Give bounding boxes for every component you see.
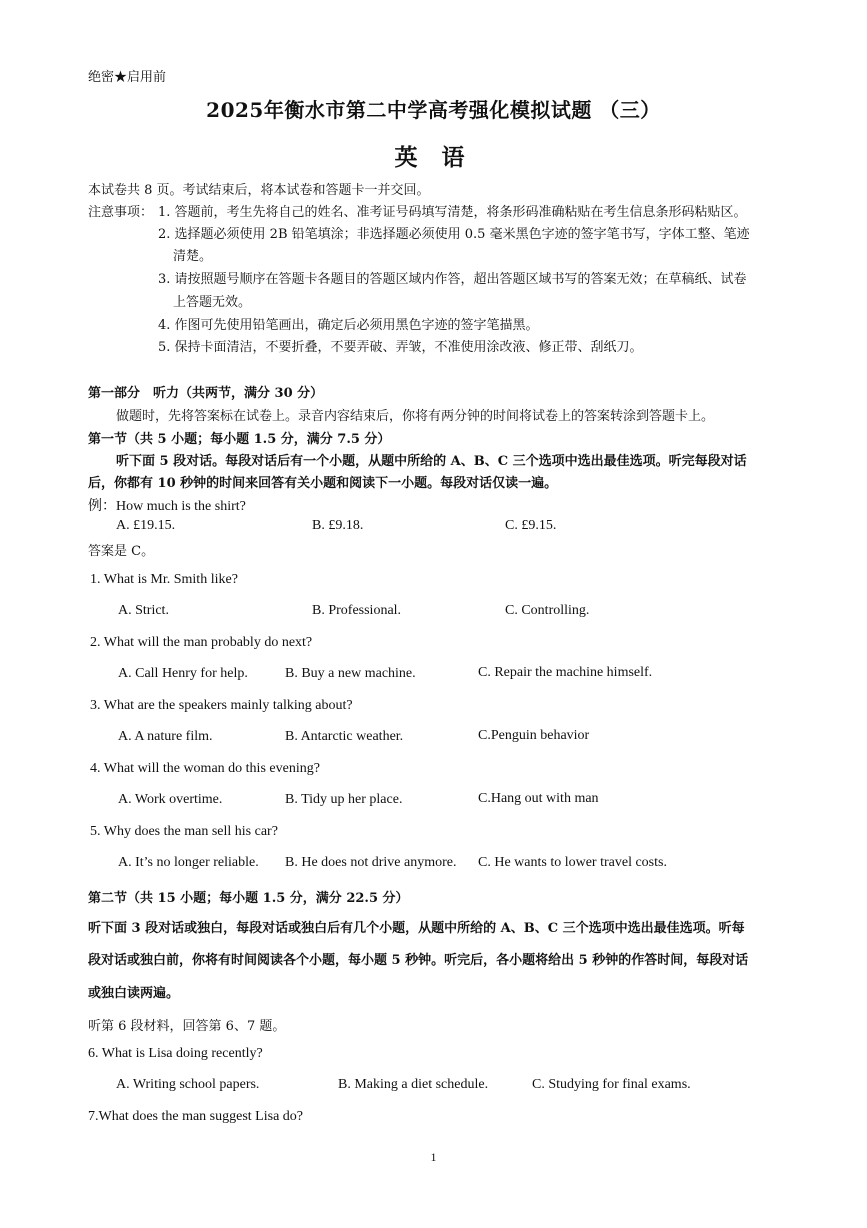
section1-instruction-2: 后，你都有 10 秒钟的时间来回答有关小题和阅读下一小题。每段对话仅读一遍。 (88, 476, 558, 491)
section1-heading: 第一节（共 5 小题；每小题 1.5 分，满分 7.5 分） (88, 432, 391, 447)
q6-option-b: B. Making a diet schedule. (338, 1077, 489, 1092)
q4-option-b: B. Tidy up her place. (285, 792, 403, 807)
note-3: 3. 请按照题号顺序在答题卡各题目的答题区域内作答，超出答题区域书写的答案无效；在草稿纸、试卷 (158, 272, 747, 287)
note-1: 1. 答题前，考生先将自己的姓名、准考证号码填写清楚，将条形码准确粘贴在考生信息条形码粘贴区。 (158, 205, 747, 220)
q5-option-c: C. He wants to lower travel costs. (478, 855, 667, 870)
q2-option-a: A. Call Henry for help. (118, 666, 248, 681)
example-option-b: B. £9.18. (312, 518, 364, 533)
part1-instruction: 做题时，先将答案标在试卷上。录音内容结束后，你将有两分钟的时间将试卷上的答案转涂到答题卡上。 (116, 409, 715, 424)
section2-instruction-1: 听下面 3 段对话或独白，每段对话或独白后有几个小题，从题中所给的 A、B、C 三个选项中选出最佳选项。听每 (88, 921, 745, 936)
q2-option-b: B. Buy a new machine. (285, 666, 416, 681)
notes-label: 注意事项： (88, 205, 154, 220)
q3-option-b: B. Antarctic weather. (285, 729, 404, 744)
section2-heading: 第二节（共 15 小题；每小题 1.5 分，满分 22.5 分） (88, 891, 409, 906)
question-7: 7.What does the man suggest Lisa do? (88, 1109, 304, 1124)
note-4: 4. 作图可先使用铅笔画出，确定后必须用黑色字迹的签字笔描黑。 (158, 318, 539, 333)
q3-option-c: C.Penguin behavior (478, 728, 590, 743)
q5-option-a: A. It’s no longer reliable. (118, 855, 259, 870)
example-question: 例：How much is the shirt? (88, 499, 246, 514)
example-option-a: A. £19.15. (116, 518, 176, 533)
question-2: 2. What will the man probably do next? (90, 635, 313, 650)
example-answer: 答案是 C。 (88, 544, 155, 559)
section1-instruction-1: 听下面 5 段对话。每段对话后有一个小题，从题中所给的 A、B、C 三个选项中选出最佳选项。听完每段对话 (116, 454, 747, 469)
note-5: 5. 保持卡面清洁，不要折叠，不要弄破、弄皱，不准使用涂改液、修正带、刮纸刀。 (158, 340, 643, 355)
section2-instruction-2: 段对话或独白前，你将有时间阅读各个小题，每小题 5 秒钟。听完后，各小题将给出 5 秒钟的作答时间，每段对话 (88, 953, 749, 968)
example-option-c: C. £9.15. (505, 518, 557, 533)
question-4: 4. What will the woman do this evening? (90, 761, 320, 776)
page-number: 1 (430, 1150, 437, 1164)
secret-mark: 绝密★启用前 (88, 70, 167, 85)
question-1: 1. What is Mr. Smith like? (90, 572, 238, 587)
q4-option-a: A. Work overtime. (118, 792, 223, 807)
q2-option-c: C. Repair the machine himself. (478, 665, 653, 680)
q6-option-c: C. Studying for final exams. (532, 1077, 691, 1092)
question-6: 6. What is Lisa doing recently? (88, 1046, 263, 1061)
subject-title: 英 语 (394, 144, 473, 171)
q6-option-a: A. Writing school papers. (116, 1077, 260, 1092)
section2-instruction-3: 或独白读两遍。 (88, 986, 180, 1001)
question-5: 5. Why does the man sell his car? (90, 824, 278, 839)
q4-option-c: C.Hang out with man (478, 791, 599, 806)
q1-option-b: B. Professional. (312, 603, 402, 618)
q5-option-b: B. He does not drive anymore. (285, 855, 457, 870)
q1-option-a: A. Strict. (118, 603, 169, 618)
part1-heading: 第一部分 听力（共两节，满分 30 分） (88, 386, 324, 401)
note-3-cont: 上答题无效。 (173, 295, 252, 310)
q1-option-c: C. Controlling. (505, 603, 590, 618)
note-2: 2. 选择题必须使用 2B 铅笔填涂；非选择题必须使用 0.5 毫米黑色字迹的签字笔书写，字体工整、笔迹 (158, 227, 750, 242)
exam-title: 2025年衡水市第二中学高考强化模拟试题 （三） (206, 98, 661, 122)
question-3: 3. What are the speakers mainly talking about? (90, 698, 353, 713)
q3-option-a: A. A nature film. (118, 729, 213, 744)
note-2-cont: 清楚。 (173, 249, 213, 264)
intro-line: 本试卷共 8 页。考试结束后，将本试卷和答题卡一并交回。 (88, 183, 430, 198)
material-6-label: 听第 6 段材料，回答第 6、7 题。 (88, 1019, 286, 1034)
